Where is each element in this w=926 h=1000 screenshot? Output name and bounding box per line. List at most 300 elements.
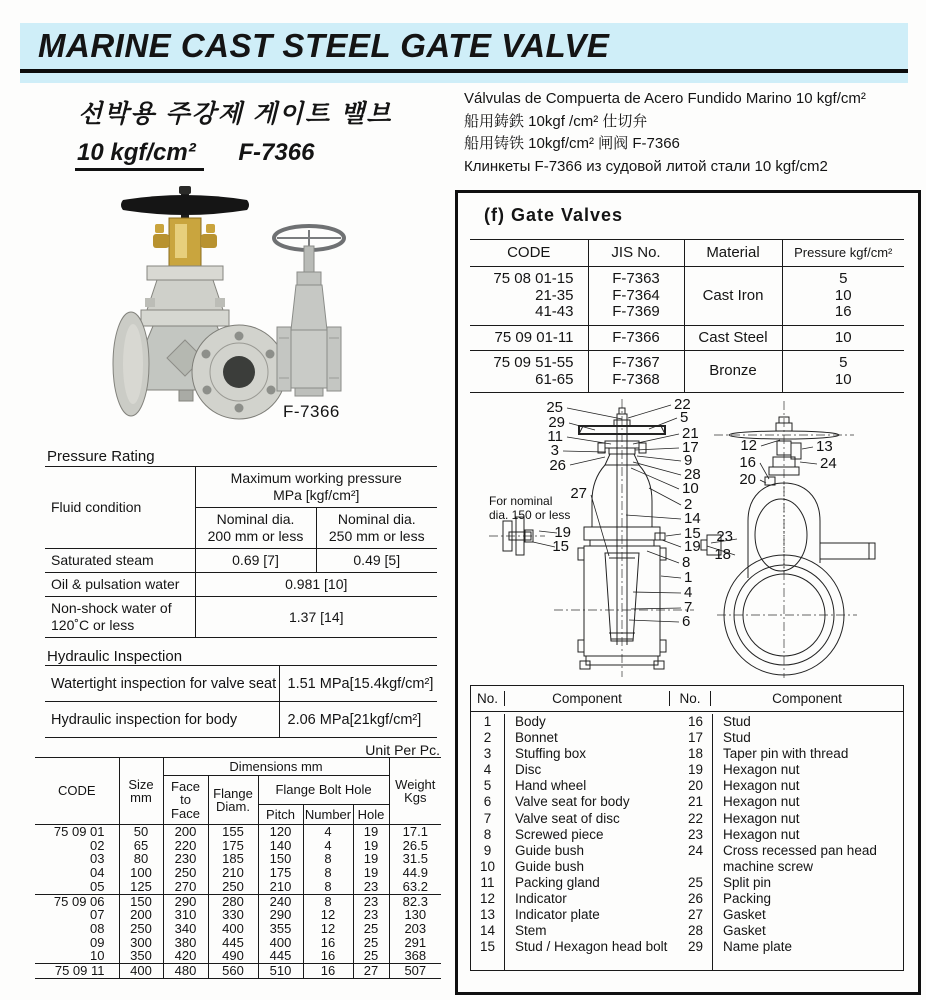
ftf-line1: Face [171,778,200,794]
component-row [679,827,903,843]
component-name: Guide bush [504,843,679,859]
callout-number: 11 [547,428,563,445]
component-row [471,907,679,923]
callout-number: 16 [739,454,756,471]
component-no: 4 [483,762,492,778]
component-name: Gasket [712,923,903,939]
header-max-line1: Maximum working pressure [230,470,402,486]
callout-number: 1 [684,569,693,586]
component-no: 12 [479,891,496,907]
value-cell: 250 [119,922,163,936]
callout-number: 10 [682,480,699,497]
callout-number: 2 [684,496,693,513]
callout-leader [631,608,681,609]
callout-number: 19 [554,524,571,541]
table-row [35,852,441,866]
component-name: Cross recessed pan head machine screw [712,843,903,875]
col-component: Component [710,691,903,706]
callout-number: 8 [682,554,691,571]
component-row [679,811,903,827]
value-cell: 23 [353,880,389,894]
size-line1: Size [128,776,154,792]
hydraulic-inspection-table [45,665,437,738]
value-cell: 300 [119,936,163,950]
component-no: 3 [483,746,492,762]
component-name: Valve seat for body [504,794,679,810]
callout-leader [633,592,681,593]
valve-photo-small [274,226,344,396]
callout-leader [802,447,813,449]
value-span: 1.37 [14] [195,597,437,638]
value-cell: 270 [163,880,208,894]
component-no: 1 [483,714,492,729]
table-row [35,949,441,963]
value-cell: 50 [119,825,163,839]
fd-line2: Diam. [216,799,250,814]
value-cell: 19 [353,825,389,839]
inspection-value: 2.06 MPa[21kgf/cm²] [279,702,437,738]
value-cell: 17.1 [389,825,441,839]
table-row [470,267,904,326]
value-cell: 16 [303,936,353,950]
component-row [679,714,903,730]
panel-heading: (f) Gate Valves [484,205,624,225]
component-no: 14 [479,923,496,939]
col-code: CODE [470,240,588,267]
component-name: Hexagon nut [712,794,903,810]
unit-note: Unit Per Pc. [365,742,440,758]
col-size [119,758,163,825]
callout-number: 19 [684,538,701,555]
component-row [679,843,903,875]
component-row [471,827,679,843]
weight-line2: Kgs [404,790,427,805]
table-row [35,964,441,979]
callout-leader [649,488,681,505]
component-no: 10 [479,858,496,874]
value-cell: 100 [119,866,163,880]
component-no: 5 [483,778,492,794]
component-no: 17 [687,730,704,746]
component-no: 24 [687,842,704,858]
translation-chinese: 船用铸铁 10kgf/cm² 闸阀 F-7366 [464,135,680,152]
value-cell: 510 [258,964,303,979]
callout-number: 25 [546,399,563,416]
detail-drawing-small-bore [489,517,545,555]
value-cell: 175 [208,839,258,853]
value-cell: 200 [163,825,208,839]
component-name: Packing gland [504,875,679,891]
value-cell: 400 [208,922,258,936]
material-cell: Cast Iron [684,267,782,326]
value-cell: 150 [119,894,163,908]
component-row [679,923,903,939]
value-cell: 400 [119,964,163,979]
gate-valve-section-drawing [554,399,694,677]
value-cell: 31.5 [402,851,428,867]
callout-number: 23 [716,528,733,545]
code-cell: 75 09 06 [35,894,119,908]
code-cell: 05 [35,880,119,894]
valve-diagram [459,393,911,685]
callout-leader [563,451,606,452]
callout-number: 15 [684,525,701,542]
component-name: Hexagon nut [712,811,903,827]
component-no: 2 [483,730,492,746]
jis-cell: F-7363 F-7364 F-7369 [588,267,684,326]
col-no: No. [669,691,710,706]
callout-number: 21 [682,425,699,442]
component-row [679,907,903,923]
component-row [471,714,679,730]
component-name: Hexagon nut [712,827,903,843]
component-name: Indicator [504,891,679,907]
component-name: Hexagon nut [712,778,903,794]
callout-number: 7 [684,599,693,616]
value-cell: 203 [404,920,427,936]
value-cell: 210 [258,880,303,894]
dia200-line1: Nominal dia. [216,511,295,527]
component-row [471,730,679,746]
component-table-header [471,686,903,712]
table-row [45,702,437,738]
page-title: MARINE CAST STEEL GATE VALVE [38,27,610,64]
col-code: CODE [35,758,119,825]
ftf-line2: to [180,792,191,808]
value-cell: 65 [119,839,163,853]
callout-leader [629,620,679,622]
value-cell: 290 [163,894,208,908]
component-row [679,778,903,794]
component-row [679,875,903,891]
component-name: Guide bush [504,859,679,875]
inspection-value: 1.51 MPa[15.4kgf/cm²] [279,666,437,702]
component-table-body [471,712,903,971]
gate-valves-panel [455,190,921,995]
value-cell: 44.9 [402,865,428,881]
component-name: Packing [712,891,903,907]
component-row [471,875,679,891]
table-row [35,922,441,936]
component-name: Taper pin with thread [712,746,903,762]
value-cell: 445 [258,949,303,963]
dimensions-table [35,757,441,979]
material-cell: Cast Steel [684,325,782,351]
component-row [679,939,903,955]
callout-number: 29 [548,414,565,431]
component-row [679,762,903,778]
col-component: Component [504,691,669,706]
code-cell: 03 [35,852,119,866]
component-row [471,939,679,955]
value-cell: 200 [119,908,163,922]
callout-number: 3 [550,442,559,459]
pressure-rating-table [45,466,437,638]
component-row [471,891,679,907]
component-no: 18 [687,746,704,762]
value-cell: 445 [208,936,258,950]
component-row [679,730,903,746]
component-row [471,843,679,859]
dia250-line2: 250 mm or less [328,528,425,544]
code-cell: 75 09 01 [35,825,119,839]
value-cell: 80 [119,852,163,866]
pressure-rating-label: 10 kgf/cm² [75,139,204,171]
value-cell: 125 [119,880,163,894]
callout-number: 18 [714,546,731,563]
component-name: Screwed piece [504,827,679,843]
callout-number: 28 [684,466,701,483]
component-name: Disc [504,762,679,778]
component-row [471,811,679,827]
value-cell: 220 [163,839,208,853]
value-cell: 350 [119,949,163,963]
value-cell: 490 [208,949,258,963]
table-row [35,866,441,880]
callout-number: 20 [739,471,756,488]
callout-number: 6 [682,613,691,630]
col-dimensions: Dimensions mm [163,758,389,776]
callout-leader [633,434,679,444]
value-cell: 8 [303,852,353,866]
component-no: 25 [687,874,704,890]
code-cell: 09 [35,936,119,950]
value-cell: 368 [404,948,427,964]
value-cell: 310 [163,908,208,922]
header-fluid-condition: Fluid condition [45,467,195,549]
table-row [45,573,437,597]
value-cell: 25 [353,936,389,950]
callout-leader [567,437,611,444]
table-row [45,597,437,638]
component-row [471,746,679,762]
callout-number: 12 [740,437,757,454]
code-cell: 02 [35,839,119,853]
value-cell: 8 [303,894,353,908]
component-no: 27 [687,907,704,923]
component-name: Gasket [712,907,903,923]
component-name: Valve seat of disc [504,811,679,827]
component-no: 15 [479,939,496,955]
col-hole: Hole [353,805,389,825]
col-pressure: Pressure kgf/cm² [782,240,904,267]
component-no: 16 [687,714,704,729]
table-row [470,325,904,351]
component-name: Body [504,714,679,730]
component-no: 29 [687,939,704,955]
callout-number: 4 [684,584,693,601]
callout-leader [570,457,605,465]
table-row [35,936,441,950]
callout-number: 15 [552,538,569,555]
header-max-pressure [195,467,437,508]
col-weight [389,758,441,825]
spec-line [75,139,314,167]
col-jis: JIS No. [588,240,684,267]
jis-cell: F-7366 [588,325,684,351]
fluid-label: Saturated steam [45,549,195,573]
callout-leader [633,462,681,475]
table-row [35,894,441,908]
value-cell: 210 [208,866,258,880]
hydraulic-inspection-heading: Hydraulic Inspection [47,648,183,665]
value-cell: 330 [208,908,258,922]
value-cell: 280 [208,894,258,908]
pressure-cell: 5 10 16 [782,267,904,326]
code-cell: 08 [35,922,119,936]
value-cell: 12 [303,922,353,936]
code-cell: 07 [35,908,119,922]
callout-leader [631,468,679,489]
value-cell: 8 [303,880,353,894]
gate-valves-table [470,239,904,393]
fluid-label: Oil & pulsation water [45,573,195,597]
pressure-cell: 10 [782,325,904,351]
component-no: 23 [687,826,704,842]
callout-leader [591,495,609,556]
callout-leader [649,418,677,429]
col-no: No. [476,691,498,706]
component-name: Indicator plate [504,907,679,923]
table-row [35,908,441,922]
code-cell: 75 09 11 [35,964,119,979]
callout-leader [635,448,679,450]
value-cell: 480 [163,964,208,979]
code-cell: 75 08 01-15 21-35 41-43 [470,267,588,326]
value-cell: 8 [303,866,353,880]
table-row [35,880,441,894]
value-cell: 230 [163,852,208,866]
code-cell: 10 [35,949,119,963]
header-dia-250 [316,508,437,549]
value-cell: 19 [353,866,389,880]
value-cell: 26.5 [402,837,428,853]
fd-line1: Flange [213,785,253,801]
callout-leader [662,540,681,547]
callout-number: 26 [549,457,566,474]
material-cell: Bronze [684,351,782,393]
callout-leader [661,576,681,578]
col-number: Number [303,805,353,825]
callout-number: 27 [570,485,587,502]
callout-number: 13 [816,438,833,455]
code-cell: 75 09 01-11 [470,325,588,351]
value-cell: 240 [258,894,303,908]
weight-line1: Weight [395,776,436,792]
component-no: 11 [480,874,495,890]
col-flange-bolt-hole: Flange Bolt Hole [258,776,389,805]
callout-leader [567,408,622,419]
component-no: 19 [687,762,704,778]
component-name: Stud / Hexagon head bolt [504,939,679,955]
value-cell: 560 [208,964,258,979]
dia250-line1: Nominal dia. [337,511,416,527]
component-name: Hexagon nut [712,762,903,778]
col-flange-diam [208,776,258,825]
dia200-line2: 200 mm or less [207,528,304,544]
component-row [679,746,903,762]
value-cell: 63.2 [402,878,428,894]
value-cell: 380 [163,936,208,950]
component-row [471,794,679,810]
diagram-note-line2: dia. 150 or less [489,508,571,522]
translation-russian: Клинкеты F-7366 из судовой литой стали 10 kgf/cm2 [464,157,828,175]
value-cell: 420 [163,949,208,963]
callout-leader [800,462,817,464]
value-cell: 25 [353,922,389,936]
inspection-label: Hydraulic inspection for body [45,702,279,738]
value-cell: 130 [404,907,427,923]
value-cell: 290 [258,908,303,922]
callout-number: 17 [682,439,699,456]
callout-leader [666,534,681,536]
photo-caption: F-7366 [283,402,340,421]
model-number: F-7366 [238,139,315,166]
header-max-line2: MPa [kgf/cm²] [273,487,360,503]
component-no: 8 [483,826,492,842]
callout-leader [626,515,681,519]
col-face-to-face [163,776,208,825]
callout-number: 24 [820,455,837,472]
value-cell: 155 [208,825,258,839]
component-no: 20 [687,778,704,794]
table-row [45,549,437,573]
component-row [679,794,903,810]
jis-cell: F-7367 F-7368 [588,351,684,393]
value-cell: 120 [258,825,303,839]
callout-leader [647,551,679,563]
callout-number: 5 [680,409,689,426]
table-row [470,351,904,393]
valve-photo-large [113,186,286,419]
value-cell: 400 [258,936,303,950]
value-cell: 16 [303,949,353,963]
table-row [35,825,441,839]
value-cell: 27 [353,964,389,979]
korean-subtitle: 선박용 주강제 게이트 밸브 [78,100,393,128]
value-cell: 140 [258,839,303,853]
component-no: 9 [483,842,492,858]
value-cell: 25 [353,949,389,963]
component-table [470,685,904,971]
component-no: 7 [483,810,492,826]
value-cell: 16 [303,964,353,979]
component-no: 28 [687,923,704,939]
component-row [471,778,679,794]
component-no: 21 [687,794,704,810]
value-200: 0.69 [7] [195,549,316,573]
value-cell: 23 [353,908,389,922]
value-cell: 19 [353,839,389,853]
component-row [471,923,679,939]
callout-leader [637,456,681,461]
valve-photos [95,178,445,438]
component-no: 22 [687,810,704,826]
component-row [471,859,679,875]
value-cell: 250 [163,866,208,880]
value-cell: 19 [353,852,389,866]
header-dia-200 [195,508,316,549]
col-pitch: Pitch [258,805,303,825]
ftf-line3: Face [171,805,200,821]
value-cell: 4 [303,825,353,839]
value-span: 0.981 [10] [195,573,437,597]
component-name: Stem [504,923,679,939]
callout-number: 14 [684,510,701,527]
value-cell: 250 [208,880,258,894]
value-cell: 175 [258,866,303,880]
component-name: Hand wheel [504,778,679,794]
